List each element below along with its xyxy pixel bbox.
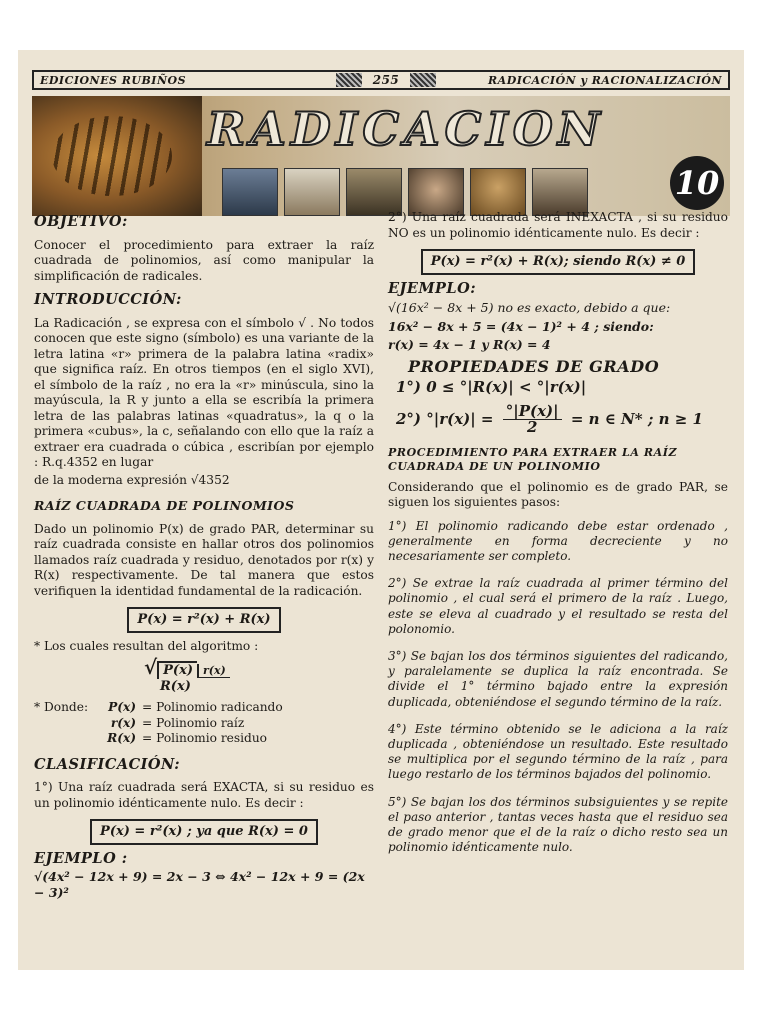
inexact-formula: P(x) = r²(x) + R(x); siendo R(x) ≠ 0 (421, 249, 696, 275)
thumbnail-image (222, 168, 278, 216)
right-column (388, 210, 728, 867)
ejemplo2-line: r(x) = 4x − 1 y R(x) = 4 (388, 337, 551, 352)
algorithm-radicand: P(x) (157, 661, 197, 679)
running-header (32, 70, 730, 90)
def-row: P(x) = Polinomio radicando (108, 700, 283, 714)
intro-text-end: de la moderna expresión √4352 (34, 472, 230, 487)
ejemplo2-heading: EJEMPLO: (388, 279, 477, 297)
inexacta-text: 2°) Una raíz cuadrada será INEXACTA , si su residuo NO es un polinomio idénticamente nulo. Es decir : (388, 210, 728, 240)
step-item: 2°) Se extrae la raíz cuadrada al primer término del polinomio , el cual será el primero de la raíz . Luego, este se eleva al cuadrado y el resultado se resta del polonomio. (388, 576, 728, 636)
step-item: 5°) Se bajan los dos términos subsiguientes y se repite el paso anterior , tantas veces hasta que el residuo sea de grado menor que el de la raíz o dicho resto sea un polinomio idénticamente nulo. (388, 794, 728, 855)
thumbnail-image (470, 168, 526, 216)
clasificacion-text: 1°) Una raíz cuadrada será EXACTA, si su residuo es un polinomio idénticamente nulo. Es decir : (34, 780, 374, 810)
banner-thumbnails (222, 168, 588, 216)
thumbnail-image (346, 168, 402, 216)
identity-formula: P(x) = r²(x) + R(x) (127, 607, 280, 633)
step-item: 1°) El polinomio radicando debe estar ordenado , generalmente en forma decreciente y no necesariamente ser completo. (388, 518, 728, 563)
ejemplo2-line: 16x² − 8x + 5 = (4x − 1)² + 4 ; siendo: (388, 318, 654, 334)
chapter-name: RADICACIÓN y RACIONALIZACIÓN (488, 73, 722, 87)
publisher-name: EDICIONES RUBIÑOS (40, 73, 187, 87)
tiger-image (32, 96, 202, 216)
thumbnail-image (284, 168, 340, 216)
step-item: 4°) Este término obtenido se le adiciona a la raíz duplicada , obteniéndose un resultado. Este resultado se multiplica por el segundo término de la raíz , para luego restarlo de los términos bajados del polinomio. (388, 721, 728, 782)
step-item: 3°) Se bajan los dos términos siguientes del radicando, y paralelamente se duplica la raíz encontrada. Se divide el 1° término bajado entre la expresión duplicada, obteniéndose el segundo término de la raíz. (388, 648, 728, 709)
raiz-heading: RAÍZ CUADRADA DE POLINOMIOS (34, 498, 295, 513)
propiedad-2: 2°) °|r(x)| = $\frac{^\circ|P(x)|}{2}$ = n ∈ N* ; n ≥ 1 (396, 401, 703, 436)
raiz-text: Dado un polinomio P(x) de grado PAR, determinar su raíz cuadrada consiste en hallar otros dos polinomios llamados raíz cuadrada y residuo, denotados por r(x) y R(x) respectivamente. De tal manera que estos verifiquen la identidad fundamental de la radicación. (34, 521, 374, 598)
procedimiento-heading: PROCEDIMIENTO PARA EXTRAER LA RAÍZ CUADRADA DE UN POLINOMIO (388, 445, 678, 473)
propiedades-heading: PROPIEDADES DE GRADO (408, 356, 660, 376)
chapter-banner (32, 96, 730, 216)
ejemplo-heading: EJEMPLO : (34, 849, 128, 867)
algorithm-diagram: √ P(x) r(x) R(x) (144, 660, 374, 694)
objetivo-heading: OBJETIVO: (34, 213, 128, 230)
clasificacion-heading: CLASIFICACIÓN: (34, 755, 181, 773)
thumbnail-image (408, 168, 464, 216)
intro-heading: INTRODUCCIÓN: (34, 291, 182, 308)
def-row: r(x) = Polinomio raíz (110, 715, 245, 730)
algoritmo-intro: * Los cuales resultan del algoritmo : (34, 638, 259, 653)
algorithm-root: r(x) (197, 664, 230, 678)
ejemplo-equation: √(4x² − 12x + 9) = 2x − 3 ⇔ 4x² − 12x + 9 = (2x − 3)² (34, 869, 365, 900)
ornament-icon (336, 73, 362, 87)
chapter-badge: 10 (670, 156, 724, 210)
left-column (34, 210, 374, 903)
def-row: R(x) = Polinomio residuo (107, 731, 268, 745)
page-number: 255 (372, 73, 400, 87)
exact-formula: P(x) = r²(x) ; ya que R(x) = 0 (90, 819, 318, 845)
procedimiento-text: Considerando que el polinomio es de grado PAR, se siguen los siguientes pasos: (388, 479, 728, 509)
intro-text: La Radicación , se expresa con el símbolo √ . No todos conocen que este signo (símbolo) es una variante de la letra latina «r» primera de la palabra latina «radix» que significa raíz. En otros tiempos (en el siglo XVI), el símbolo de la raíz , no era la «r» minúscula, sino la mayúscula, la R y junto a ella se escribía la primera letra de las palabras latinas «quadratus», la q o la primera «cubus», la c, señalando con ello que la raíz a extraer era cuadrada o cúbica , escribían por ejemplo : R.q.4352 en lugar (34, 315, 374, 469)
thumbnail-image (532, 168, 588, 216)
algorithm-residue: R(x) (160, 678, 191, 694)
ornament-icon (410, 73, 436, 87)
donde-label: * Donde: (34, 700, 89, 714)
objetivo-text: Conocer el procedimiento para extraer la raíz cuadrada de polinomios, así como manipular la simplificación de radicales. (34, 237, 374, 283)
propiedad-1: 1°) 0 ≤ °|R(x)| < °|r(x)| (396, 378, 587, 396)
banner-title: RADICACION (207, 102, 605, 156)
page (18, 50, 744, 970)
ejemplo2-line: √(16x² − 8x + 5) no es exacto, debido a que: (388, 300, 671, 315)
